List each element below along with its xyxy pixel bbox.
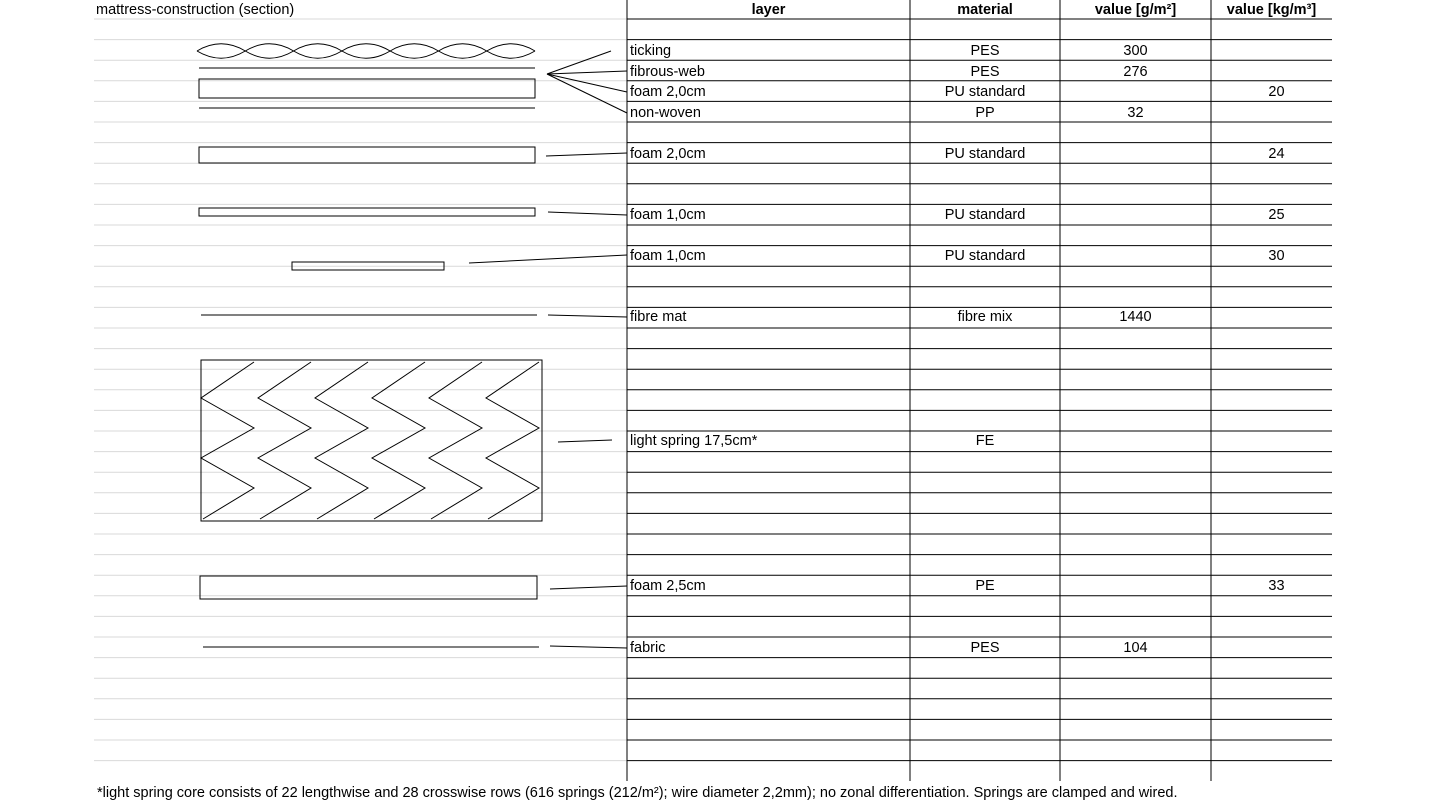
foam-layer-2 — [199, 147, 535, 163]
spring-zigzag — [201, 362, 254, 519]
spring-zigzag — [372, 362, 425, 519]
footnote: *light spring core consists of 22 lengthwise and 28 crosswise rows (616 springs (212/m²); wire diameter 2,2mm); no zonal differentiation. Springs are clamped and wired. — [97, 785, 1178, 801]
leader-line — [548, 315, 627, 317]
spring-core-frame — [201, 360, 542, 521]
foam-layer-4 — [292, 262, 444, 270]
ticking-wave-bottom — [197, 51, 535, 58]
layer-name-cell: light spring 17,5cm* — [630, 433, 758, 449]
layer-name-cell: foam 2,0cm — [630, 84, 706, 100]
header-material: material — [957, 2, 1013, 18]
layer-name-cell: ticking — [630, 42, 672, 59]
material-cell: PU standard — [944, 206, 1026, 223]
value-kgm3-cell: 33 — [1268, 578, 1285, 594]
header-value-gm2: value [g/m²] — [1094, 2, 1177, 18]
ticking-wave-top — [197, 44, 535, 51]
leader-line — [547, 74, 627, 92]
material-cell: PU standard — [944, 84, 1026, 100]
material-cell: PES — [970, 640, 1000, 656]
foam-layer-3 — [199, 208, 535, 216]
value-gm2-cell: 104 — [1123, 640, 1148, 656]
header-layer: layer — [751, 2, 786, 18]
layer-name-cell: foam 1,0cm — [630, 206, 706, 223]
layer-name-cell: fibre mat — [630, 309, 687, 325]
layer-name-cell: fabric — [630, 640, 666, 656]
value-gm2-cell: 32 — [1127, 104, 1144, 121]
value-kgm3-cell: 24 — [1268, 145, 1285, 162]
material-cell: PU standard — [944, 145, 1026, 162]
spring-zigzag — [486, 362, 539, 519]
layer-name-cell: foam 2,0cm — [630, 145, 706, 162]
value-kgm3-cell: 25 — [1268, 206, 1285, 223]
pe-foam-layer — [200, 576, 537, 599]
spring-zigzag — [258, 362, 311, 519]
material-cell: PP — [975, 104, 995, 121]
layer-name-cell: foam 1,0cm — [630, 247, 706, 264]
spring-zigzag — [429, 362, 482, 519]
drawing-title: mattress-construction (section) — [96, 2, 295, 18]
value-kgm3-cell: 30 — [1268, 247, 1285, 264]
material-cell: FE — [975, 433, 995, 449]
spring-zigzag — [315, 362, 368, 519]
material-cell: PU standard — [944, 247, 1026, 264]
value-gm2-cell: 300 — [1123, 42, 1148, 59]
leader-line — [547, 51, 611, 74]
layer-name-cell: non-woven — [630, 104, 701, 121]
leader-line — [546, 153, 627, 156]
leader-line — [558, 440, 612, 442]
foam-layer-1 — [199, 79, 535, 98]
layer-name-cell: foam 2,5cm — [630, 578, 706, 594]
leader-line — [469, 255, 627, 263]
leader-line — [547, 74, 627, 113]
material-cell: PES — [970, 42, 1000, 59]
leader-line — [548, 212, 627, 215]
leader-line — [547, 71, 627, 74]
material-cell: fibre mix — [957, 309, 1013, 325]
leader-line — [550, 586, 627, 589]
material-cell: PES — [970, 63, 1000, 80]
value-kgm3-cell: 20 — [1268, 84, 1285, 100]
layer-name-cell: fibrous-web — [630, 63, 705, 80]
material-cell: PE — [975, 578, 995, 594]
leader-line — [550, 646, 627, 648]
value-gm2-cell: 276 — [1123, 63, 1148, 80]
header-value-kgm3: value [kg/m³] — [1226, 2, 1317, 18]
value-gm2-cell: 1440 — [1119, 309, 1152, 325]
